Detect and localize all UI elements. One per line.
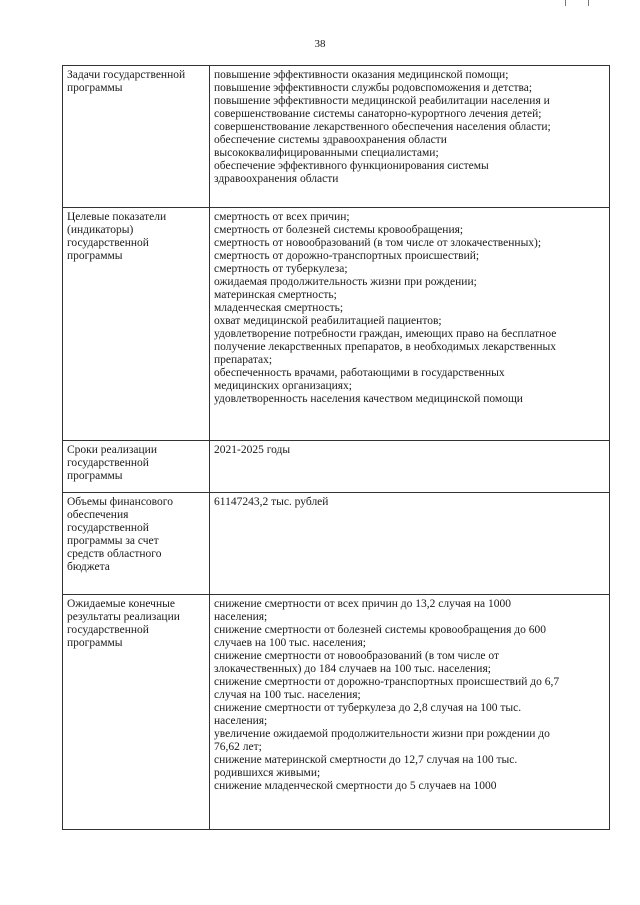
value-line: повышение эффективности службы родовспоможения и детства; bbox=[214, 82, 533, 94]
value-line: случая на 100 тыс. населения; bbox=[214, 689, 361, 701]
table-row bbox=[63, 595, 610, 830]
value-line: снижение смертности от туберкулеза до 2,8 случая на 100 тыс. bbox=[214, 702, 522, 714]
value-line: снижение смертности от новообразований (в том числе от bbox=[214, 650, 500, 662]
table-row bbox=[63, 493, 610, 595]
label-line: государственной bbox=[67, 624, 149, 636]
value-line: снижение смертности от всех причин до 13,2 случая на 1000 bbox=[214, 598, 512, 610]
value-line: удовлетворенность населения качеством медицинской помощи bbox=[214, 393, 523, 405]
value-line: ожидаемая продолжительность жизни при рождении; bbox=[214, 276, 477, 288]
value-line: снижение смертности от дорожно-транспортных происшествий до 6,7 bbox=[214, 676, 560, 688]
label-line: средств областного bbox=[67, 548, 162, 560]
value-line: снижение смертности от болезней системы кровообращения до 600 bbox=[214, 624, 546, 636]
value-line: смертность от новообразований (в том числе от злокачественных); bbox=[214, 237, 542, 249]
value-line: охват медицинской реабилитацией пациентов; bbox=[214, 315, 442, 327]
row-value-cell bbox=[210, 441, 610, 493]
value-line: младенческая смертность; bbox=[214, 302, 344, 314]
row-value-cell bbox=[210, 66, 610, 208]
label-line: Целевые показатели bbox=[67, 211, 167, 223]
value-line: 2021-2025 годы bbox=[214, 444, 291, 456]
label-line: Задачи государственной bbox=[67, 69, 186, 81]
value-line: снижение материнской смертности до 12,7 случая на 100 тыс. bbox=[214, 754, 518, 766]
label-line: государственной bbox=[67, 457, 149, 469]
label-line: Ожидаемые конечные bbox=[67, 598, 175, 610]
table-body bbox=[63, 66, 610, 830]
value-line: смертность от болезней системы кровообращения; bbox=[214, 224, 464, 236]
value-line: обеспечение эффективного функционирования системы bbox=[214, 160, 489, 172]
label-line: (индикаторы) bbox=[67, 224, 134, 236]
value-line: злокачественных) до 184 случаев на 100 тыс. населения; bbox=[214, 663, 491, 675]
label-line: бюджета bbox=[67, 561, 110, 573]
label-line: программы bbox=[67, 82, 123, 94]
label-line: Объемы финансового bbox=[67, 496, 173, 508]
value-line: снижение младенческой смертности до 5 случаев на 1000 bbox=[214, 780, 497, 792]
value-line: здравоохранения области bbox=[214, 173, 339, 185]
value-line: повышение эффективности медицинской реабилитации населения и bbox=[214, 95, 550, 107]
label-line: программы bbox=[67, 637, 123, 649]
label-line: Сроки реализации bbox=[67, 444, 157, 456]
value-line: совершенствование лекарственного обеспечения населения области; bbox=[214, 121, 551, 133]
row-value-cell bbox=[210, 208, 610, 441]
value-line: получение лекарственных препаратов, в необходимых лекарственных bbox=[214, 341, 556, 353]
value-line: совершенствование системы санаторно-курортного лечения детей; bbox=[214, 108, 542, 120]
row-label-cell bbox=[63, 208, 210, 441]
value-line: родившихся живыми; bbox=[214, 767, 321, 779]
value-line: материнская смертность; bbox=[214, 289, 337, 301]
value-line: медицинских организациях; bbox=[214, 380, 352, 392]
label-line: государственной bbox=[67, 237, 149, 249]
label-line: обеспечения bbox=[67, 509, 129, 521]
value-line: случаев на 100 тыс. населения; bbox=[214, 637, 366, 649]
value-line: населения; bbox=[214, 611, 268, 623]
value-line: 61147243,2 тыс. рублей bbox=[214, 496, 329, 508]
value-line: смертность от дорожно-транспортных происшествий; bbox=[214, 250, 480, 262]
label-line: программы bbox=[67, 250, 123, 262]
value-line: обеспечение системы здравоохранения области bbox=[214, 134, 447, 146]
corner-mark bbox=[565, 0, 589, 6]
value-line: смертность от туберкулеза; bbox=[214, 263, 348, 275]
label-line: программы bbox=[67, 470, 123, 482]
value-line: высококвалифицированными специалистами; bbox=[214, 147, 439, 159]
row-label-cell bbox=[63, 66, 210, 208]
row-label-cell bbox=[63, 493, 210, 595]
row-label-cell bbox=[63, 595, 210, 830]
value-line: обеспеченность врачами, работающими в государственных bbox=[214, 367, 505, 379]
value-line: препаратах; bbox=[214, 354, 273, 366]
label-line: государственной bbox=[67, 522, 149, 534]
table-row bbox=[63, 441, 610, 493]
table-row bbox=[63, 208, 610, 441]
value-line: увеличение ожидаемой продолжительности жизни при рождении до bbox=[214, 728, 550, 740]
value-line: смертность от всех причин; bbox=[214, 211, 350, 223]
value-line: удовлетворение потребности граждан, имеющих право на бесплатное bbox=[214, 328, 557, 340]
program-passport-table bbox=[62, 65, 610, 830]
row-value-cell bbox=[210, 595, 610, 830]
value-line: 76,62 лет; bbox=[214, 741, 262, 753]
value-line: населения; bbox=[214, 715, 268, 727]
label-line: результаты реализации bbox=[67, 611, 180, 623]
row-value-cell bbox=[210, 493, 610, 595]
table-row bbox=[63, 66, 610, 208]
page-number: 38 bbox=[314, 38, 326, 50]
value-line: повышение эффективности оказания медицинской помощи; bbox=[214, 69, 509, 81]
row-label-cell bbox=[63, 441, 210, 493]
label-line: программы за счет bbox=[67, 535, 159, 547]
